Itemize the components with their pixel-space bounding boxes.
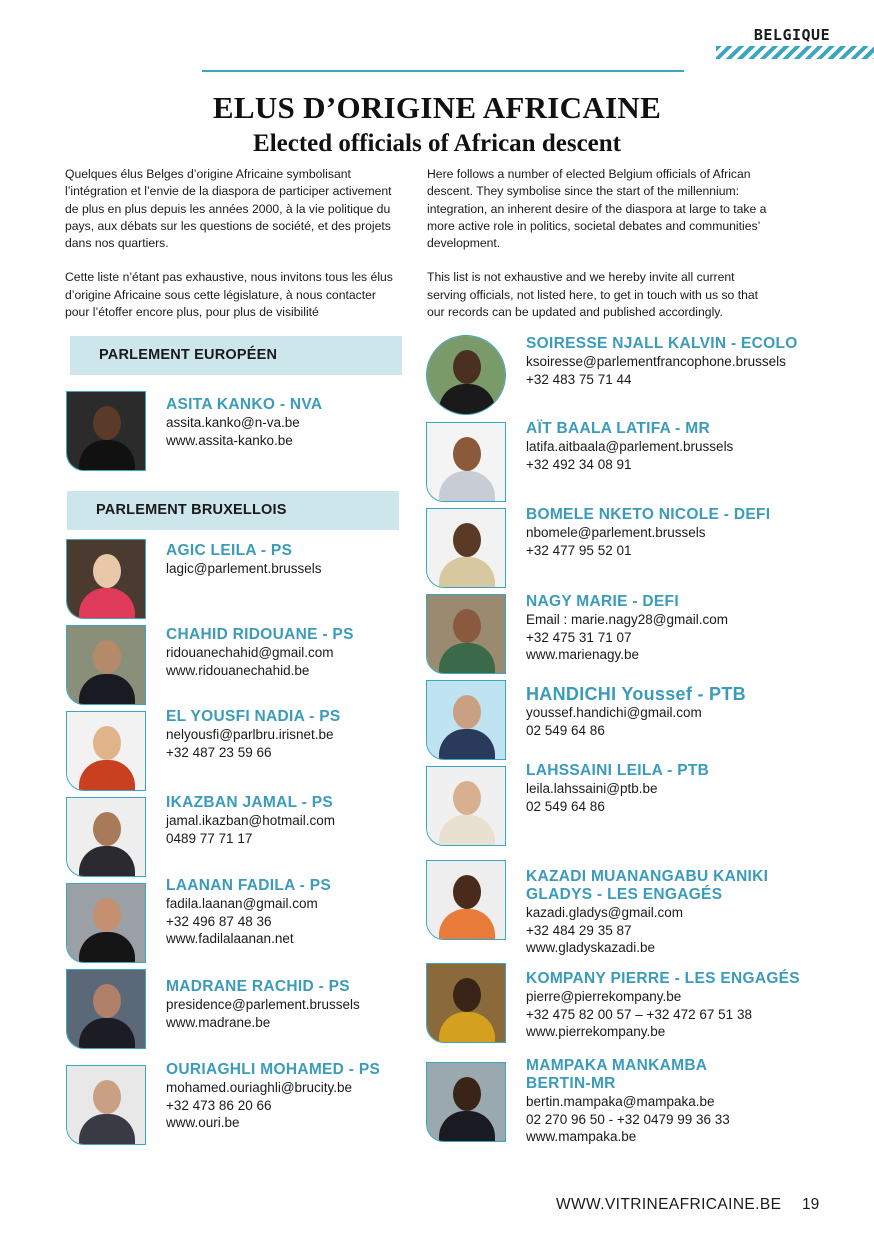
official-phone[interactable]: 02 549 64 86 <box>526 798 605 814</box>
official-email[interactable]: assita.kanko@n-va.be <box>166 415 300 430</box>
official-name: MADRANE RACHID - PS <box>166 978 350 995</box>
official-email[interactable]: leila.lahssaini@ptb.be <box>526 781 658 796</box>
official-name: EL YOUSFI NADIA - PS <box>166 708 341 725</box>
official-email[interactable]: bertin.mampaka@mampaka.be <box>526 1094 715 1109</box>
official-email[interactable]: lagic@parlement.brussels <box>166 561 322 576</box>
official-photo <box>426 508 506 588</box>
official-name: LAANAN FADILA - PS <box>166 877 331 894</box>
official-email[interactable]: ridouanechahid@gmail.com <box>166 645 334 660</box>
official-photo <box>66 797 146 877</box>
official-name: MAMPAKA MANKAMBA BERTIN-MR <box>526 1057 707 1092</box>
official-photo <box>426 422 506 502</box>
official-website[interactable]: www.assita-kanko.be <box>166 432 293 448</box>
official-phone[interactable]: +32 475 31 71 07 <box>526 629 632 645</box>
official-website[interactable]: www.gladyskazadi.be <box>526 940 656 955</box>
official-photo <box>426 963 506 1043</box>
official-name: ASITA KANKO - NVA <box>166 396 323 413</box>
official-phone[interactable]: +32 475 82 00 57 – +32 472 67 51 38 <box>526 1006 752 1022</box>
official-email[interactable]: nbomele@parlement.brussels <box>526 525 706 540</box>
intro-en-paragraph-1: Here follows a number of elected Belgium officials of African descent. They symbolise since the start of the millennium: integration, an inherent desire of the diaspora at large to take a more active role in politics, societal debates and communities’ development. <box>427 167 767 251</box>
official-phone[interactable]: +32 496 87 48 36 <box>166 913 272 929</box>
official-photo <box>66 1065 146 1145</box>
official-name: CHAHID RIDOUANE - PS <box>166 626 354 643</box>
country-tag <box>716 26 874 62</box>
official-email[interactable]: jamal.ikazban@hotmail.com <box>166 813 336 828</box>
official-name: AÏT BAALA LATIFA - MR <box>526 420 710 437</box>
official-email[interactable]: nelyousfi@parlbru.irisnet.be <box>166 727 334 742</box>
official-name: KAZADI MUANANGABU KANIKI GLADYS - LES ENGAGÉS <box>526 868 769 903</box>
official-website[interactable]: www.pierrekompany.be <box>526 1024 666 1039</box>
official-phone[interactable]: +32 492 34 08 91 <box>526 456 632 472</box>
official-phone[interactable]: +32 487 23 59 66 <box>166 744 272 760</box>
official-email[interactable]: mohamed.ouriaghli@brucity.be <box>166 1080 353 1095</box>
official-email[interactable]: kazadi.gladys@gmail.com <box>526 905 684 920</box>
official-email[interactable]: fadila.laanan@gmail.com <box>166 896 318 911</box>
official-name: SOIRESSE NJALL KALVIN - ECOLO <box>526 335 798 352</box>
page-title: ELUS D’ORIGINE AFRICAINE <box>212 90 662 125</box>
official-photo <box>426 680 506 760</box>
official-photo <box>426 766 506 846</box>
official-name: HANDICHI Youssef - PTB <box>526 684 746 704</box>
official-name: BOMELE NKETO NICOLE - DEFI <box>526 506 771 523</box>
official-name: AGIC LEILA - PS <box>166 542 293 559</box>
official-name: LAHSSAINI LEILA - PTB <box>526 762 710 779</box>
official-name: OURIAGHLI MOHAMED - PS <box>166 1061 381 1078</box>
top-divider <box>202 70 684 72</box>
official-name: KOMPANY PIERRE - LES ENGAGÉS <box>526 970 800 987</box>
intro-french <box>65 166 403 321</box>
official-name: NAGY MARIE - DEFI <box>526 593 679 610</box>
official-email[interactable]: youssef.handichi@gmail.com <box>526 705 702 720</box>
official-photo <box>66 539 146 619</box>
page-subtitle: Elected officials of African descent <box>253 130 621 157</box>
intro-english <box>427 166 767 321</box>
official-photo <box>66 969 146 1049</box>
intro-fr-paragraph-1: Quelques élus Belges d’origine Africaine symbolisant l’intégration et l’envie de la diaspora de participer activement de plus en plus depuis les années 2000, à la vie politique du pays, aux débats sur les questions de société, et des projets dans nos quartiers. <box>65 167 392 251</box>
section-brussels-parliament: PARLEMENT BRUXELLOIS <box>67 491 399 530</box>
official-photo <box>66 391 146 471</box>
official-photo <box>66 625 146 705</box>
tag-pattern-band <box>716 46 874 59</box>
official-email[interactable]: pierre@pierrekompany.be <box>526 989 682 1004</box>
footer-website[interactable]: WWW.VITRINEAFRICAINE.BE <box>556 1196 782 1213</box>
official-photo <box>66 883 146 963</box>
official-photo <box>426 335 506 415</box>
official-name: IKAZBAN JAMAL - PS <box>166 794 334 811</box>
official-email[interactable]: latifa.aitbaala@parlement.brussels <box>526 439 734 454</box>
official-email[interactable]: presidence@parlement.brussels <box>166 997 360 1012</box>
intro-en-paragraph-2: This list is not exhaustive and we hereby invite all current serving officials, not listed here, to get in touch with us so that our records can be updated and published accordingly. <box>427 270 759 320</box>
official-phone[interactable]: 0489 77 71 17 <box>166 830 253 846</box>
official-website[interactable]: www.fadilalaanan.net <box>166 931 294 946</box>
page-number: 19 <box>802 1196 820 1213</box>
official-phone[interactable]: +32 483 75 71 44 <box>526 371 632 387</box>
official-website[interactable]: www.madrane.be <box>166 1014 271 1030</box>
official-photo <box>426 1062 506 1142</box>
official-email[interactable]: ksoiresse@parlementfrancophone.brussels <box>526 354 786 369</box>
official-phone[interactable]: +32 477 95 52 01 <box>526 542 632 558</box>
section-european-parliament: PARLEMENT EUROPÉEN <box>70 336 402 375</box>
official-website[interactable]: www.ouri.be <box>166 1115 240 1130</box>
intro-fr-paragraph-2: Cette liste n’étant pas exhaustive, nous invitons tous les élus d’origine Africaine sous cette législature, à nous contacter pour l’étoffer encore plus, pour plus de visibilité <box>65 270 393 320</box>
official-phone[interactable]: 02 270 96 50 - +32 0479 99 36 33 <box>526 1111 730 1127</box>
official-email[interactable]: Email : marie.nagy28@gmail.com <box>526 612 729 627</box>
country-tag-label: BELGIQUE <box>753 26 831 44</box>
official-photo <box>426 594 506 674</box>
official-phone[interactable]: +32 484 29 35 87 <box>526 922 632 938</box>
official-website[interactable]: www.marienagy.be <box>526 647 640 662</box>
official-phone[interactable]: 02 549 64 86 <box>526 722 605 738</box>
official-photo <box>426 860 506 940</box>
official-website[interactable]: www.mampaka.be <box>526 1129 637 1144</box>
official-photo <box>66 711 146 791</box>
official-phone[interactable]: +32 473 86 20 66 <box>166 1097 272 1113</box>
official-website[interactable]: www.ridouanechahid.be <box>166 662 310 678</box>
